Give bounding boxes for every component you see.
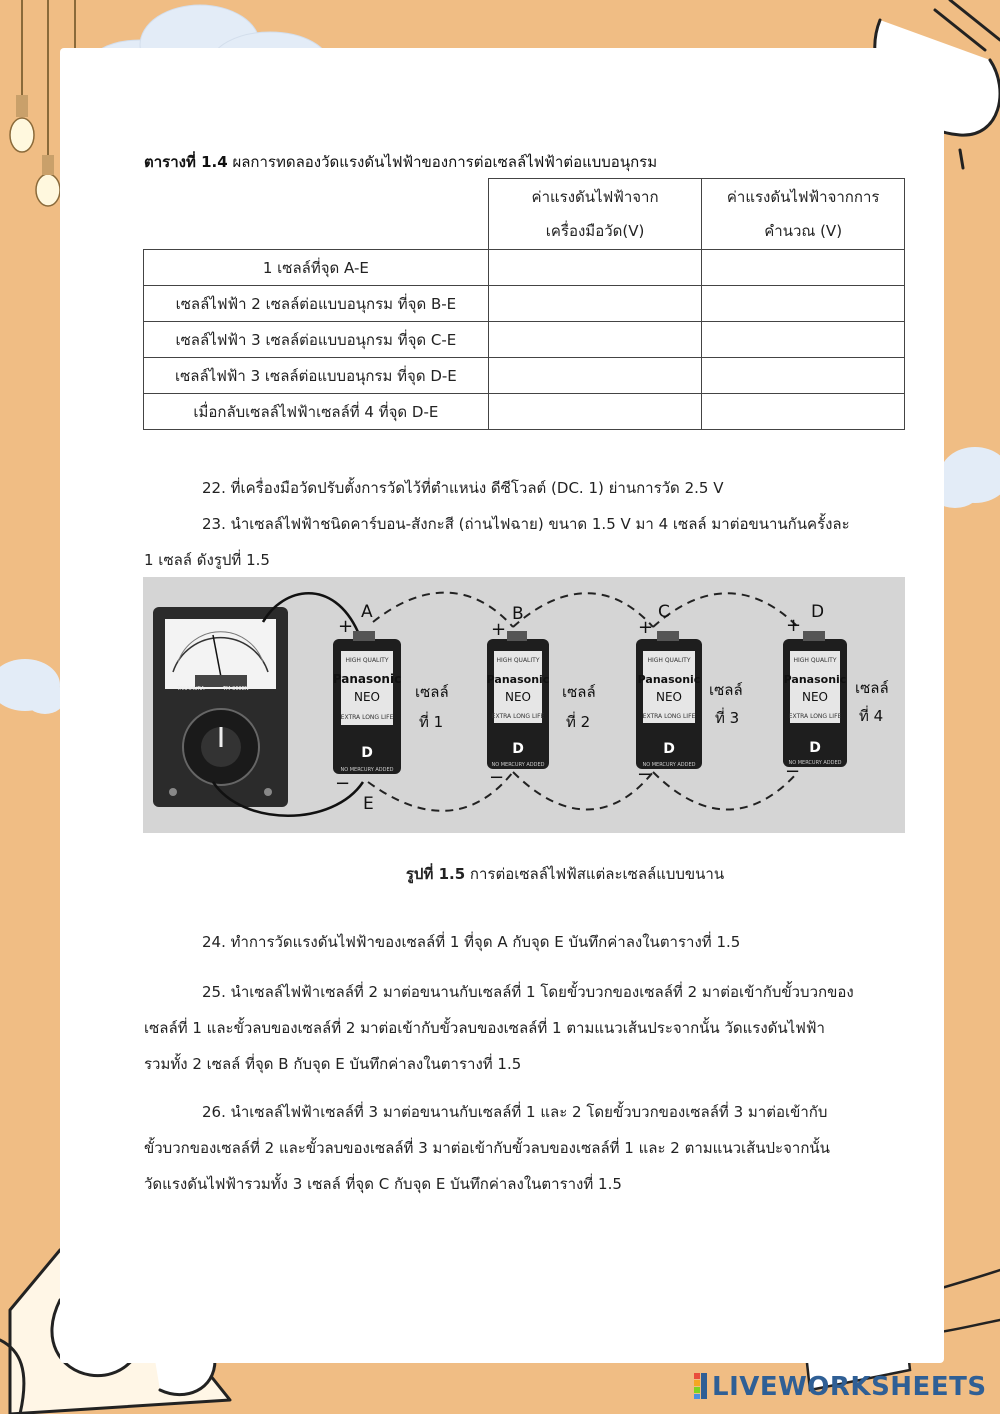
plus-sign: + [786, 615, 802, 636]
step-26-line2: ขั้วบวกของเซลล์ที่ 2 และขั้วลบของเซลล์ที่ 3 มาต่อเข้ากับขั้วลบของเซลล์ที่ 1 และ 2 ตามแนวเส้นปะจากนั้น [144, 1139, 830, 1157]
step-25 [144, 974, 904, 1082]
battery-size-label: D [663, 741, 675, 757]
header-measured-line1: ค่าแรงดันไฟฟ้าจาก [531, 188, 659, 206]
point-label-a: A [361, 602, 373, 622]
row-label: 1 เซลล์ที่จุด A-E [144, 250, 489, 286]
battery-quality-label: HIGH QUALITY [647, 657, 691, 664]
header-blank-cell [144, 179, 489, 250]
table-row [144, 358, 905, 394]
minus-sign: − [489, 767, 505, 788]
meter-model-label: TM-360EN [223, 686, 249, 692]
battery-model-label: NEO [801, 690, 829, 704]
minus-sign: − [785, 761, 801, 782]
table-row [144, 322, 905, 358]
table-row [144, 286, 905, 322]
battery-brand-label: Panasonic [783, 673, 847, 686]
step-25-line2: เซลล์ที่ 1 และขั้วลบของเซลล์ที่ 2 มาต่อเข้ากับขั้วลบของเซลล์ที่ 1 ตามแนวเส้นประจากนั้น วัดแรงดันไฟฟ้า [144, 1019, 825, 1037]
cell-number-label-4: ที่ 4 [859, 707, 884, 725]
point-label-c: C [658, 602, 670, 622]
plus-sign: + [338, 616, 354, 637]
battery-size-label: D [361, 745, 373, 761]
step-25-line1: 25. นำเซลล์ไฟฟ้าเซลล์ที่ 2 มาต่อขนานกับเซลล์ที่ 1 โดยขั้วบวกของเซลล์ที่ 2 มาต่อเข้ากับขั้วบวกของ [202, 983, 854, 1001]
figure-parallel-cells [143, 577, 905, 833]
battery-quality-label: HIGH QUALITY [345, 657, 389, 664]
measured-value-cell[interactable] [488, 286, 702, 322]
battery-size-label: D [809, 740, 821, 756]
measured-value-cell[interactable] [488, 322, 702, 358]
header-measured [488, 179, 702, 250]
figure-caption-prefix: รูปที่ 1.5 [405, 865, 466, 883]
table-row [144, 394, 905, 430]
battery-brand-label: Panasonic [332, 672, 402, 686]
calculated-value-cell[interactable] [702, 286, 905, 322]
point-label-d: D [811, 602, 825, 622]
battery-quality-label: HIGH QUALITY [496, 657, 540, 664]
battery-note-label: NO MERCURY ADDED [340, 767, 394, 773]
cell-number-label-2: ที่ 2 [566, 713, 591, 731]
liveworksheets-logo[interactable] [694, 1372, 987, 1402]
step-24-text: 24. ทำการวัดแรงดันไฟฟ้าของเซลล์ที่ 1 ที่จุด A กับจุด E บันทึกค่าลงในตารางที่ 1.5 [202, 933, 741, 951]
header-calculated [702, 179, 905, 250]
cloud-left [0, 640, 65, 730]
calculated-value-cell[interactable] [702, 322, 905, 358]
cell-number-label-3: ที่ 3 [715, 709, 740, 727]
header-calculated-line2: คำนวณ (V) [764, 222, 843, 240]
step-22: 22. ที่เครื่องมือวัดปรับตั้งการวัดไว้ที่ตำแหน่ง ดีซีโวลต์ (DC. 1) ย่านการวัด 2.5 V [202, 479, 724, 497]
step-24 [144, 924, 904, 960]
calculated-value-cell[interactable] [702, 358, 905, 394]
measured-value-cell[interactable] [488, 358, 702, 394]
table-caption [144, 150, 657, 174]
battery-note-label: NO MERCURY ADDED [788, 760, 842, 766]
battery-note-label: NO MERCURY ADDED [491, 762, 545, 768]
figure-caption [0, 862, 1000, 886]
multimeter-icon [153, 607, 288, 807]
measured-value-cell[interactable] [488, 394, 702, 430]
battery-life-label: EXTRA LONG LIFE [642, 713, 696, 720]
plus-sign: + [491, 619, 507, 640]
cell-number-label-1: ที่ 1 [419, 713, 444, 731]
table-row [144, 250, 905, 286]
table-caption-text: ผลการทดลองวัดแรงดันไฟฟ้าของการต่อเซลล์ไฟฟ้าต่อแบบอนุกรม [232, 153, 658, 171]
minus-sign: − [637, 764, 653, 785]
battery-model-label: NEO [504, 690, 532, 704]
minus-sign: − [335, 773, 351, 794]
point-label-e: E [363, 794, 374, 814]
step-23-line1: 23. นำเซลล์ไฟฟ้าชนิดคาร์บอน-สังกะสี (ถ่านไฟฉาย) ขนาด 1.5 V มา 4 เซลล์ มาต่อขนานกันครั้งละ [202, 515, 850, 533]
step-25-line3: รวมทั้ง 2 เซลล์ ที่จุด B กับจุด E บันทึกค่าลงในตารางที่ 1.5 [144, 1055, 522, 1073]
battery-brand-label: Panasonic [637, 673, 701, 686]
battery-note-label: NO MERCURY ADDED [642, 762, 696, 768]
plus-sign: + [638, 617, 654, 638]
cell-word-label: เซลล์ [855, 679, 889, 697]
figure-caption-text: การต่อเซลล์ไฟฟ้สแต่ละเซลล์แบบขนาน [469, 865, 725, 883]
step-22-23 [144, 470, 904, 578]
battery-size-label: D [512, 741, 524, 757]
step-26-line1: 26. นำเซลล์ไฟฟ้าเซลล์ที่ 3 มาต่อขนานกับเซลล์ที่ 1 และ 2 โดยขั้วบวกของเซลล์ที่ 3 มาต่อเข้ากับ [202, 1103, 828, 1121]
calculated-value-cell[interactable] [702, 394, 905, 430]
cell-word-label: เซลล์ [709, 681, 743, 699]
results-table [143, 178, 905, 430]
step-26-line3: วัดแรงดันไฟฟ้ารวมทั้ง 3 เซลล์ ที่จุด C กับจุด E บันทึกค่าลงในตารางที่ 1.5 [144, 1175, 622, 1193]
header-measured-line2: เครื่องมือวัด(V) [545, 222, 645, 240]
point-label-b: B [512, 604, 524, 624]
table-caption-prefix: ตารางที่ 1.4 [144, 153, 228, 171]
cell-word-label: เซลล์ [415, 683, 449, 701]
row-label: เซลล์ไฟฟ้า 3 เซลล์ต่อแบบอนุกรม ที่จุด C-E [144, 322, 489, 358]
battery-model-label: NEO [655, 690, 683, 704]
step-26 [144, 1094, 904, 1202]
battery-life-label: EXTRA LONG LIFE [491, 713, 545, 720]
meter-brand-label: TAKAMURA [177, 686, 205, 692]
battery-life-label: EXTRA LONG LIFE [788, 713, 842, 720]
cell-word-label: เซลล์ [562, 683, 596, 701]
liveworksheets-text: LIVEWORKSHEETS [712, 1372, 987, 1402]
battery-life-label: EXTRA LONG LIFE [340, 714, 394, 721]
cloud-right [935, 430, 1000, 520]
table-header-row [144, 179, 905, 250]
calculated-value-cell[interactable] [702, 250, 905, 286]
header-calculated-line1: ค่าแรงดันไฟฟ้าจากการ [726, 188, 880, 206]
battery-quality-label: HIGH QUALITY [793, 657, 837, 664]
step-23-line2: 1 เซลล์ ดังรูปที่ 1.5 [144, 551, 270, 569]
battery-model-label: NEO [353, 690, 381, 704]
battery-brand-label: Panasonic [486, 673, 550, 686]
row-label: เมื่อกลับเซลล์ไฟฟ้าเซลล์ที่ 4 ที่จุด D-E [144, 394, 489, 430]
measured-value-cell[interactable] [488, 250, 702, 286]
row-label: เซลล์ไฟฟ้า 2 เซลล์ต่อแบบอนุกรม ที่จุด B-E [144, 286, 489, 322]
row-label: เซลล์ไฟฟ้า 3 เซลล์ต่อแบบอนุกรม ที่จุด D-E [144, 358, 489, 394]
liveworksheets-mark-icon [694, 1373, 708, 1399]
